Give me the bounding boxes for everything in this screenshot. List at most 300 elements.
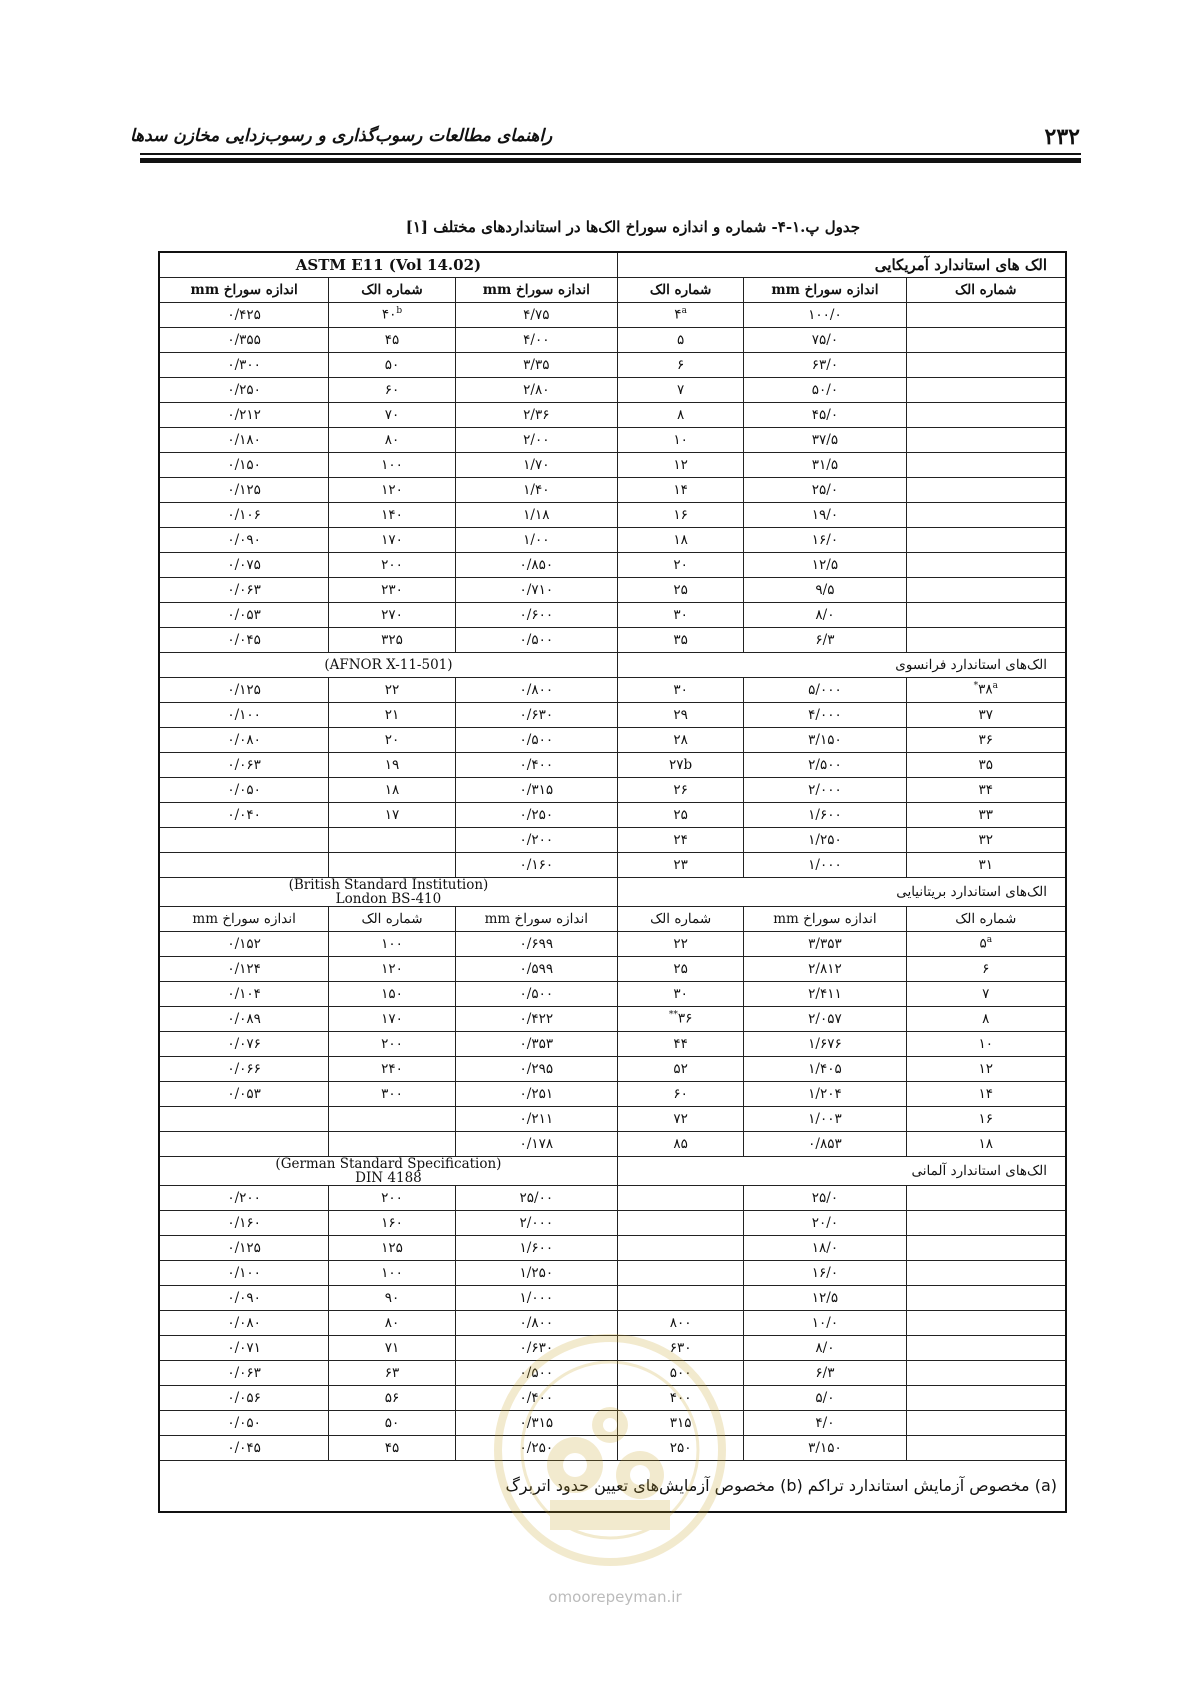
table-cell — [906, 402, 1066, 427]
table-cell — [617, 1435, 743, 1460]
table-cell — [455, 1235, 617, 1260]
table-row — [159, 1360, 1066, 1385]
cell-value: ۱۰۰ — [381, 935, 403, 952]
cell-value: ۲/۸۰ — [523, 381, 550, 398]
table-cell — [617, 302, 743, 327]
cell-value: ۳۲ — [978, 831, 994, 848]
table-cell — [744, 377, 906, 402]
cell-value: ۲۰/۰ — [811, 1214, 839, 1231]
table-cell — [617, 1106, 743, 1131]
cell-value: ۱۶ — [978, 1110, 994, 1127]
cell-value: ۰/۰۹۰ — [227, 1289, 261, 1306]
cell-value: ۳۴ — [978, 781, 994, 798]
table-cell — [906, 377, 1066, 402]
cell-value: ۲۷۰ — [381, 606, 403, 623]
cell-value: ۵ — [676, 331, 685, 348]
cell-value: ۳۰ — [673, 606, 688, 623]
cell-value: ۸/۰ — [815, 606, 835, 623]
table-cell — [329, 602, 455, 627]
cell-value: ۰/۶۹۹ — [519, 935, 554, 952]
section-header-american — [159, 252, 1066, 277]
column-header-row-british — [159, 906, 1066, 931]
table-cell — [329, 1106, 455, 1131]
table-cell — [159, 1260, 329, 1285]
table-cell — [906, 427, 1066, 452]
table-cell — [906, 777, 1066, 802]
cell-value: ۱۰۰ — [381, 1264, 403, 1281]
cell-value: ۰/۸۰۰ — [519, 681, 554, 698]
table-cell — [455, 1185, 617, 1210]
table-cell — [455, 1031, 617, 1056]
table-cell — [455, 352, 617, 377]
table-cell — [617, 956, 743, 981]
cell-value: ۶۳/۰ — [811, 356, 839, 373]
cell-value: ۱۶/۰ — [811, 531, 839, 548]
cell-value: ۶۰ — [673, 1085, 688, 1102]
table-cell — [159, 852, 329, 877]
cell-value: ۰/۰۵۳ — [227, 606, 261, 623]
section-title-german: الک‌های استاندارد آلمانی — [617, 1156, 1066, 1185]
running-head: راهنمای مطالعات رسوب‌گذاری و رسوب‌زدایی مخازن سدها — [130, 126, 553, 146]
cell-value: ۳۱/۵ — [811, 456, 839, 473]
table-cell — [744, 552, 906, 577]
cell-value: ۲۲ — [384, 681, 400, 698]
table-row — [159, 931, 1066, 956]
cell-value: ۳۷/۵ — [811, 431, 839, 448]
cell-value: ۲۷b — [669, 756, 693, 773]
table-cell — [617, 502, 743, 527]
table-cell — [744, 477, 906, 502]
cell-value: ۲/۴۱۱ — [808, 985, 842, 1002]
cell-value: ۱۷۰ — [381, 1010, 403, 1027]
cell-value: ۱۰۰/۰ — [808, 306, 842, 323]
table-cell — [744, 956, 906, 981]
table-cell — [906, 956, 1066, 981]
cell-value: ۶۳۰ — [669, 1339, 692, 1356]
table-cell — [159, 802, 329, 827]
cell-value: ۰/۰۷۵ — [227, 556, 261, 573]
table-cell — [329, 931, 455, 956]
cell-value: ۲۹ — [673, 706, 688, 723]
table-cell — [906, 677, 1066, 702]
table-row — [159, 852, 1066, 877]
cell-value: ۰/۲۱۱ — [519, 1110, 554, 1127]
column-header: اندازه سوراخ mm — [744, 906, 906, 931]
table-cell — [455, 777, 617, 802]
table-cell — [744, 577, 906, 602]
cell-value: ۱۹ — [384, 756, 400, 773]
table-cell — [906, 802, 1066, 827]
table-cell — [906, 302, 1066, 327]
table-cell — [329, 752, 455, 777]
cell-value: ۰/۰۵۰ — [227, 781, 261, 798]
cell-value: ۲/۸۱۲ — [808, 960, 842, 977]
table-cell — [159, 1360, 329, 1385]
cell-value: ۱۷ — [384, 806, 400, 823]
cell-value: ۰/۳۵۳ — [519, 1035, 554, 1052]
table-cell — [455, 702, 617, 727]
cell-value: ۳۰ — [673, 985, 688, 1002]
cell-value: ۰/۱۵۰ — [227, 456, 261, 473]
table-cell — [617, 552, 743, 577]
cell-value: ۰/۰۴۵ — [227, 1439, 261, 1456]
cell-value: ۰/۸۵۰ — [519, 556, 554, 573]
cell-value: ۱۴ — [673, 481, 688, 498]
cell-value: ۰/۰۵۳ — [227, 1085, 261, 1102]
standard-line1: (British Standard Institution) — [288, 877, 489, 893]
cell-value: ۱۸ — [978, 1135, 994, 1152]
table-cell — [744, 452, 906, 477]
table-cell — [159, 1435, 329, 1460]
table-cell — [744, 627, 906, 652]
cell-value: ۷ — [676, 381, 685, 398]
footnote-marker: a — [681, 306, 687, 317]
table-cell — [906, 527, 1066, 552]
table-cell — [744, 1081, 906, 1106]
table-row — [159, 1210, 1066, 1235]
cell-value: ۰/۴۰۰ — [519, 1389, 554, 1406]
table-cell — [329, 827, 455, 852]
table-cell — [906, 1006, 1066, 1031]
cell-value: ۸۰ — [384, 431, 400, 448]
cell-value: ۲۰۰ — [381, 556, 403, 573]
table-cell — [617, 1360, 743, 1385]
table-cell — [617, 777, 743, 802]
table-row — [159, 477, 1066, 502]
cell-value: ۱/۴۰۵ — [808, 1060, 842, 1077]
table-cell — [906, 1260, 1066, 1285]
cell-value: ۰/۰۷۶ — [227, 1035, 261, 1052]
cell-value: ۱۴۰ — [381, 506, 403, 523]
cell-value: ۲۶ — [673, 781, 688, 798]
table-row — [159, 602, 1066, 627]
table-row — [159, 1106, 1066, 1131]
table-cell — [617, 1285, 743, 1310]
table-cell — [906, 852, 1066, 877]
cell-value: ۱۸ — [673, 531, 688, 548]
table-cell — [617, 402, 743, 427]
table-cell — [159, 552, 329, 577]
table-cell — [455, 802, 617, 827]
cell-value: ۰/۲۵۰ — [519, 806, 554, 823]
table-cell — [159, 602, 329, 627]
table-cell — [455, 327, 617, 352]
table-cell — [455, 1335, 617, 1360]
table-cell — [744, 752, 906, 777]
cell-value: ۰/۲۰۰ — [227, 1189, 261, 1206]
table-cell — [455, 827, 617, 852]
cell-value: ۱۲۵ — [381, 1239, 403, 1256]
table-cell — [159, 1106, 329, 1131]
table-cell — [159, 627, 329, 652]
cell-value: ۵۶ — [384, 1389, 400, 1406]
cell-value: ۳۰ — [673, 681, 688, 698]
table-cell — [329, 527, 455, 552]
table-cell — [329, 352, 455, 377]
cell-value: ۰/۰۶۳ — [227, 581, 261, 598]
table-cell — [329, 981, 455, 1006]
cell-value: ۰/۱۰۰ — [227, 706, 261, 723]
table-cell — [455, 577, 617, 602]
standard-line2: London BS-410 — [335, 890, 442, 906]
table-cell — [744, 1210, 906, 1235]
cell-value: ۳۸ — [978, 681, 993, 698]
table-cell — [329, 802, 455, 827]
table-cell — [455, 1285, 617, 1310]
table-cell — [617, 1235, 743, 1260]
cell-value: ۰/۱۶۰ — [227, 1214, 261, 1231]
table-cell — [329, 377, 455, 402]
header-rule-thin — [140, 153, 1081, 155]
table-row — [159, 1385, 1066, 1410]
cell-value: ۱/۷۰ — [523, 456, 550, 473]
cell-value: ۱/۰۰۰ — [519, 1289, 554, 1306]
table-cell — [159, 352, 329, 377]
cell-value: ۰/۲۹۵ — [519, 1060, 554, 1077]
table-cell — [744, 1285, 906, 1310]
cell-value: ۰/۲۱۲ — [227, 406, 261, 423]
table-cell — [455, 527, 617, 552]
table-cell — [159, 1056, 329, 1081]
table-cell — [906, 327, 1066, 352]
table-cell — [617, 727, 743, 752]
cell-value: ۳۱۵ — [669, 1414, 692, 1431]
table-cell — [329, 1031, 455, 1056]
table-cell — [617, 1335, 743, 1360]
table-cell — [159, 727, 329, 752]
cell-value: ۱۰/۰ — [811, 1314, 839, 1331]
table-cell — [455, 727, 617, 752]
section-header-french — [159, 652, 1066, 677]
cell-value: ۲۵ — [673, 806, 688, 823]
table-cell — [617, 1185, 743, 1210]
table-cell — [617, 1006, 743, 1031]
table-row — [159, 1285, 1066, 1310]
table-row — [159, 1310, 1066, 1335]
cell-value: ۰/۱۲۴ — [227, 960, 261, 977]
table-row — [159, 352, 1066, 377]
table-cell — [617, 752, 743, 777]
table-cell — [617, 827, 743, 852]
cell-value: ۴/۰۰ — [523, 331, 550, 348]
table-cell — [329, 1335, 455, 1360]
table-cell — [455, 1360, 617, 1385]
cell-value: ۳۵ — [978, 756, 994, 773]
table-cell — [906, 727, 1066, 752]
cell-value: ۱۶/۰ — [811, 1264, 839, 1281]
cell-value: ۱۰۰ — [381, 456, 403, 473]
cell-value: ۸۰۰ — [669, 1314, 692, 1331]
table-cell — [329, 577, 455, 602]
watermark-url: omoorepeyman.ir — [548, 1588, 682, 1606]
cell-value: ۵۰۰ — [669, 1364, 692, 1381]
table-cell — [906, 1335, 1066, 1360]
table-cell — [329, 452, 455, 477]
table-cell — [906, 1310, 1066, 1335]
table-cell — [906, 931, 1066, 956]
table-cell — [455, 752, 617, 777]
cell-value: ۴/۰۰۰ — [808, 706, 842, 723]
table-cell — [329, 1131, 455, 1156]
cell-value: ۰/۸۰۰ — [519, 1314, 554, 1331]
table-cell — [455, 1435, 617, 1460]
cell-value: ۰/۸۵۳ — [808, 1135, 842, 1152]
table-cell — [744, 302, 906, 327]
cell-value: ۰/۰۹۰ — [227, 531, 261, 548]
cell-value: ۴ — [674, 306, 682, 323]
table-cell — [906, 602, 1066, 627]
section-title-french: الک‌های استاندارد فرانسوی — [617, 652, 1066, 677]
table-cell — [455, 502, 617, 527]
section-title-american: الک های استاندارد آمریکایی — [617, 252, 1066, 277]
table-cell — [159, 1081, 329, 1106]
table-cell — [744, 1056, 906, 1081]
cell-value: ۳۶ — [978, 731, 994, 748]
table-row — [159, 402, 1066, 427]
cell-value: ۶۳ — [384, 1364, 400, 1381]
table-cell — [906, 1131, 1066, 1156]
table-cell — [617, 802, 743, 827]
cell-value: ۲۵/۰۰ — [519, 1189, 554, 1206]
cell-value: ۶/۳ — [815, 631, 835, 648]
cell-value: ۴/۷۵ — [523, 306, 550, 323]
table-cell — [617, 981, 743, 1006]
cell-value: ۳۶ — [677, 1010, 693, 1027]
cell-value: ۹/۵ — [815, 581, 835, 598]
cell-value: ۵/۰ — [815, 1389, 835, 1406]
cell-value: ۰/۲۵۱ — [519, 1085, 554, 1102]
cell-value: ۰/۱۲۵ — [227, 1239, 261, 1256]
table-cell — [617, 1031, 743, 1056]
cell-value: ۱/۰۰۰ — [808, 856, 842, 873]
table-cell — [744, 602, 906, 627]
table-cell — [329, 1210, 455, 1235]
table-cell — [329, 427, 455, 452]
table-cell — [455, 402, 617, 427]
cell-value: ۰/۵۰۰ — [519, 631, 554, 648]
table-cell — [159, 427, 329, 452]
cell-value: ۰/۶۳۰ — [519, 706, 554, 723]
table-cell — [329, 1435, 455, 1460]
cell-value: ۱۹/۰ — [811, 506, 839, 523]
table-cell — [455, 1260, 617, 1285]
cell-value: ۳/۳۵ — [523, 356, 550, 373]
table-cell — [455, 552, 617, 577]
cell-value: ۱۴ — [978, 1085, 994, 1102]
cell-value: ۰/۱۰۴ — [227, 985, 261, 1002]
footnote: (a) مخصوص آزمایش استاندارد تراکم (b) مخصوص آزمایش‌های تعیین حدود اتربرگ — [159, 1460, 1066, 1512]
table-cell — [455, 1310, 617, 1335]
section-standard-german — [159, 1156, 617, 1185]
table-cell — [455, 1385, 617, 1410]
standard-line1: (German Standard Specification) — [275, 1156, 502, 1172]
cell-value: ۱۲ — [673, 456, 688, 473]
cell-value: ۱/۶۷۶ — [808, 1035, 842, 1052]
cell-value: ۱/۲۵۰ — [519, 1264, 554, 1281]
cell-value: ۰/۰۵۶ — [227, 1389, 261, 1406]
cell-value: ۳۱ — [978, 856, 994, 873]
table-cell — [906, 1235, 1066, 1260]
table-cell — [455, 452, 617, 477]
table-cell — [744, 852, 906, 877]
cell-value: ۲/۰۰ — [523, 431, 550, 448]
table-row — [159, 1435, 1066, 1460]
table-cell — [744, 502, 906, 527]
cell-value: ۱۲ — [978, 1060, 994, 1077]
table-cell — [617, 931, 743, 956]
table-row — [159, 752, 1066, 777]
table-cell — [617, 1081, 743, 1106]
cell-value: ۴۵ — [384, 1439, 400, 1456]
table-cell — [455, 1131, 617, 1156]
table-cell — [744, 777, 906, 802]
table-cell — [159, 1006, 329, 1031]
cell-value: ۴۵ — [384, 331, 400, 348]
table-cell — [159, 702, 329, 727]
table-cell — [159, 1310, 329, 1335]
section-header-german — [159, 1156, 1066, 1185]
cell-value: ۱/۰۰ — [523, 531, 550, 548]
table-cell — [744, 402, 906, 427]
column-header: شماره الک — [617, 277, 743, 302]
table-cell — [617, 1410, 743, 1435]
table-cell — [329, 627, 455, 652]
cell-value: ۷۰ — [384, 406, 400, 423]
table-cell — [906, 1031, 1066, 1056]
table-row — [159, 1335, 1066, 1360]
table-cell — [906, 1106, 1066, 1131]
cell-value: ۵۲ — [673, 1060, 688, 1077]
cell-value: ۰/۵۰۰ — [519, 731, 554, 748]
table-cell — [329, 1081, 455, 1106]
page-number: ۲۳۲ — [1044, 124, 1080, 150]
table-cell — [617, 627, 743, 652]
table-cell — [329, 1385, 455, 1410]
table-cell — [159, 956, 329, 981]
cell-value: ۲۵/۰ — [811, 481, 839, 498]
cell-value: ۰/۲۵۰ — [227, 381, 261, 398]
table-cell — [906, 552, 1066, 577]
table-cell — [617, 527, 743, 552]
table-cell — [329, 1310, 455, 1335]
table-cell — [744, 1006, 906, 1031]
table-cell — [329, 552, 455, 577]
cell-value: ۲۸ — [673, 731, 688, 748]
cell-value: ۰/۳۵۵ — [227, 331, 261, 348]
table-cell — [617, 577, 743, 602]
cell-value: ۳۷ — [978, 706, 994, 723]
table-cell — [744, 1385, 906, 1410]
cell-value: ۸ — [982, 1010, 990, 1027]
table-caption: جدول پ.۱-۴- شماره و اندازه سوراخ الک‌ها در استانداردهای مختلف [۱] — [405, 218, 860, 236]
table-cell — [159, 377, 329, 402]
table-cell — [159, 402, 329, 427]
table-cell — [455, 981, 617, 1006]
cell-value: ۶۰ — [384, 381, 400, 398]
cell-value: ۲۰ — [673, 556, 688, 573]
table-cell — [906, 752, 1066, 777]
table-cell — [744, 527, 906, 552]
table-row — [159, 956, 1066, 981]
column-header-row-american — [159, 277, 1066, 302]
cell-value: ۰/۱۵۲ — [227, 935, 261, 952]
cell-value: ۱۲/۵ — [811, 1289, 839, 1306]
cell-value: ۱/۶۰۰ — [808, 806, 842, 823]
table-row — [159, 502, 1066, 527]
table-row — [159, 1056, 1066, 1081]
cell-value: ۰/۶۳۰ — [519, 1339, 554, 1356]
table-cell — [159, 931, 329, 956]
